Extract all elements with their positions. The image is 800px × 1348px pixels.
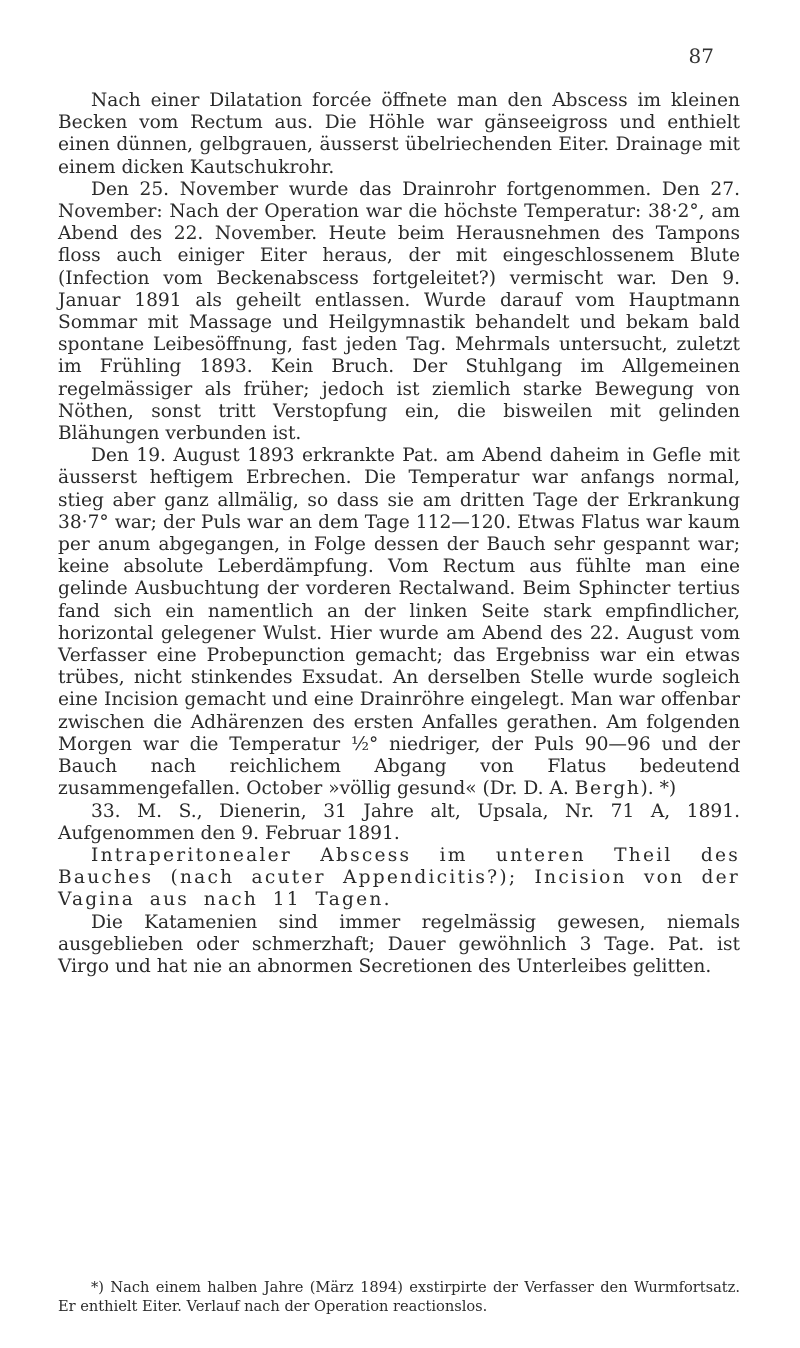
case-33-header: 33. M. S., Dienerin, 31 Jahre alt, Upsala, Nr. 71 A, 1891. Aufgenommen den 9. Februar 1891. (58, 800, 740, 844)
body-text (58, 90, 740, 978)
relapse-text: Den 19. August 1893 erkrankte Pat. am Abend daheim in Gefle mit äusserst heftigem Erbrechen. Die Temperatur war anfangs normal, stieg aber ganz allmälig, so dass sie am dritten Tage der Erkrankung 38·7° war; der Puls war an dem Tage 112—120. Etwas Flatus war kaum per anum abgegangen, in Folge dessen der Bauch sehr gespannt war; keine absolute Leberdämpfung. Vom Rectum aus fühlte man eine gelinde Ausbuchtung der vorderen Rectalwand. Beim Sphincter tertius fand sich ein namentlich an der linken Seite stark empfindlicher, horizontal gelegener Wulst. Hier wurde am Abend des 22. August vom Verfasser eine Probepunction gemacht; das Ergebniss war ein etwas trübes, nicht stinkendes Exsudat. An derselben Stelle wurde sogleich eine Incision gemacht und eine Drainröhre eingelegt. Man war offenbar zwischen die Adhärenzen des ersten Anfalles gerathen. Am folgenden Morgen war die Temperatur ½° niedriger, der Puls 90—96 und der Bauch nach reichlichem Abgang von Flatus bedeutend zusammengefallen. October »völlig gesund« (Dr. D. A. (58, 445, 740, 800)
footnotes (58, 1278, 740, 1316)
case-33-diagnosis-heading: Intraperitonealer Abscess im unteren Theil des Bauches (nach acuter Appendicitis?); Incision von der Vagina aus nach 11 Tagen. (58, 844, 740, 911)
paragraph-august-relapse (58, 445, 740, 800)
paragraph-abscess-drainage: Nach einer Dilatation forcée öffnete man den Abscess im kleinen Becken vom Rectum aus. Die Höhle war gänseeigross und enthielt einen dünnen, gelbgrauen, äusserst übelriechenden Eiter. Drainage mit einem dicken Kautschukrohr. (58, 90, 740, 178)
author-name-spaced: Bergh (574, 778, 641, 800)
page-number: 87 (688, 44, 714, 68)
footnote: *) Nach einem halben Jahre (März 1894) exstirpirte der Verfasser den Wurmfortsatz. Er enthielt Eiter. Verlauf nach der Operation reactionslos. (58, 1279, 740, 1315)
paragraph-katamenien: Die Katamenien sind immer regelmässig gewesen, niemals ausgeblieben oder schmerzhaft; Dauer gewöhnlich 3 Tage. Pat. ist Virgo und hat nie an abnormen Secretionen des Unterleibes gelitten. (58, 911, 740, 977)
paragraph-november-course: Den 25. November wurde das Drainrohr fortgenommen. Den 27. November: Nach der Operation war die höchste Temperatur: 38·2°, am Abend des 22. November. Heute beim Herausnehmen des Tampons floss auch einiger Eiter heraus, der mit eingeschlossenem Blute (Infection vom Beckenabscess fortgeleitet?) vermischt war. Den 9. Januar 1891 als geheilt entlassen. Wurde darauf vom Hauptmann Sommar mit Massage und Heilgymnastik behandelt und bekam bald spontane Leibesöffnung, fast jeden Tag. Mehrmals untersucht, zuletzt im Frühling 1893. Kein Bruch. Der Stuhlgang im Allgemeinen regelmässiger als früher; jedoch ist ziemlich starke Bewegung von Nöthen, sonst tritt Verstopfung ein, die bisweilen mit gelinden Blähungen verbunden ist. (58, 178, 740, 445)
footnote-marker: ). *) (640, 778, 677, 800)
